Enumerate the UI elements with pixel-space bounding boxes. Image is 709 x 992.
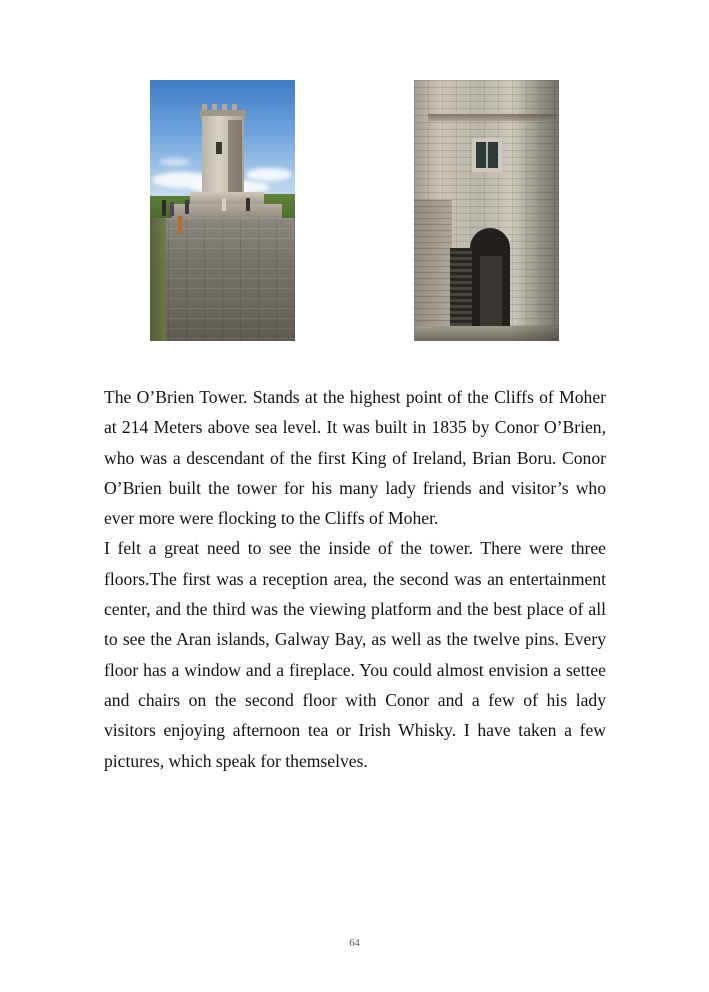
obrien-tower-distant-photo <box>150 80 295 341</box>
photo-cloud <box>160 158 190 166</box>
body-text <box>104 382 606 776</box>
photo-visitor <box>222 198 226 211</box>
photo-shadow <box>510 80 559 341</box>
photo-tower-window <box>472 138 502 172</box>
figure-row <box>104 80 605 342</box>
obrien-tower-closeup-photo <box>414 80 559 341</box>
photo-path-edge <box>150 218 166 341</box>
photo-side-wall <box>414 200 452 341</box>
photo-visitor <box>185 200 189 214</box>
photo-visitor <box>178 216 182 234</box>
photo-paved-path <box>150 218 295 341</box>
paragraph-2: I felt a great need to see the inside of the tower. There were three floors.The first was a reception area, the second was an entertainment center, and the third was the viewing platform and the best place of all to see the Aran islands, Galway Bay, as well as the twelve pins. Every floor has a window and a fireplace. You could almost envision a settee and chairs on the second floor with Conor and a few of his lady visitors enjoying afternoon tea or Irish Whisky. I have taken a few pictures, which speak for themselves. <box>104 538 606 771</box>
photo-iron-gate <box>450 248 472 330</box>
paragraph-1: The O’Brien Tower. Stands at the highest point of the Cliffs of Moher at 214 Meters above sea level. It was built in 1835 by Conor O’Brien, who was a descendant of the first King of Ireland, Brian Boru. Conor O’Brien built the tower for his many lady friends and visitor’s who ever more were flocking to the Cliffs of Moher. <box>104 387 606 529</box>
photo-tower-shadow <box>228 120 242 196</box>
photo-cloud <box>246 168 292 181</box>
photo-visitor <box>170 202 174 216</box>
page-number: 64 <box>349 938 360 949</box>
photo-tower-window <box>216 142 222 154</box>
photo-visitor <box>162 200 166 216</box>
photo-visitor <box>246 198 250 211</box>
